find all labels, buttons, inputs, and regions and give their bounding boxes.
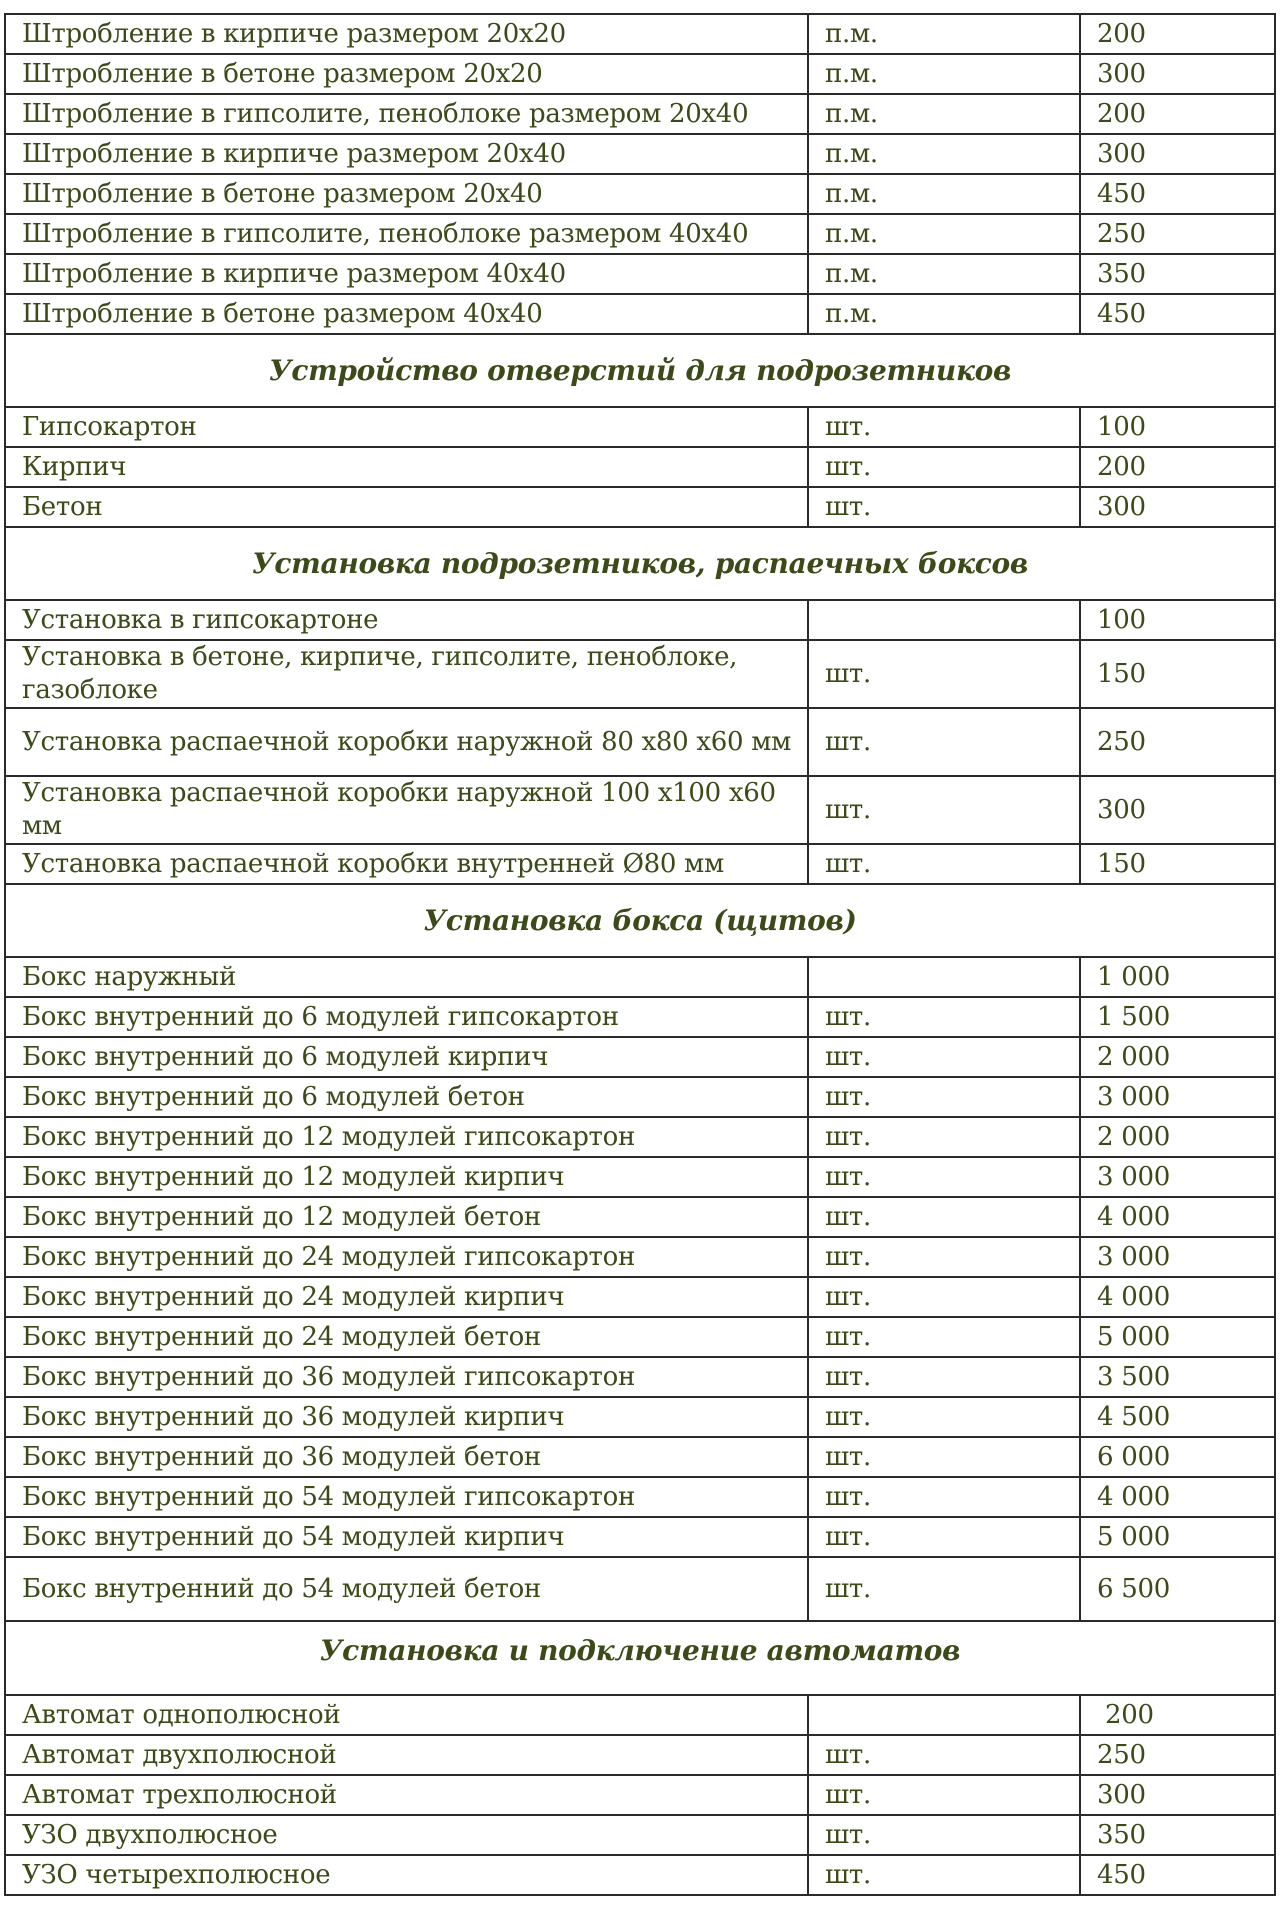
service-name: Установка распаечной коробки наружной 100 х100 х60 мм bbox=[5, 776, 808, 844]
table-row bbox=[5, 14, 1275, 54]
table-row bbox=[5, 1437, 1275, 1477]
service-name: Бокс внутренний до 36 модулей бетон bbox=[5, 1437, 808, 1477]
table-row bbox=[5, 844, 1275, 884]
section-header bbox=[5, 1621, 1275, 1695]
price: 150 bbox=[1080, 844, 1275, 884]
price: 3 000 bbox=[1080, 1157, 1275, 1197]
price-list bbox=[4, 13, 1274, 1896]
unit: шт. bbox=[808, 407, 1080, 447]
service-name: УЗО четырехполюсное bbox=[5, 1855, 808, 1895]
table-row bbox=[5, 1397, 1275, 1437]
table-row bbox=[5, 134, 1275, 174]
service-name: УЗО двухполюсное bbox=[5, 1815, 808, 1855]
unit: шт. bbox=[808, 1775, 1080, 1815]
price: 200 bbox=[1080, 14, 1275, 54]
price: 250 bbox=[1080, 214, 1275, 254]
table-row bbox=[5, 1695, 1275, 1735]
price: 100 bbox=[1080, 407, 1275, 447]
price: 450 bbox=[1080, 1855, 1275, 1895]
unit: п.м. bbox=[808, 294, 1080, 334]
price: 300 bbox=[1080, 134, 1275, 174]
price: 2 000 bbox=[1080, 1037, 1275, 1077]
unit: шт. bbox=[808, 1437, 1080, 1477]
table-row bbox=[5, 957, 1275, 997]
service-name: Штробление в бетоне размером 20х40 bbox=[5, 174, 808, 214]
unit: шт. bbox=[808, 1237, 1080, 1277]
unit bbox=[808, 957, 1080, 997]
unit: шт. bbox=[808, 1357, 1080, 1397]
price-table bbox=[4, 13, 1276, 1896]
price: 1 000 bbox=[1080, 957, 1275, 997]
price: 3 500 bbox=[1080, 1357, 1275, 1397]
unit: п.м. bbox=[808, 214, 1080, 254]
service-name: Бокс внутренний до 54 модулей гипсокартон bbox=[5, 1477, 808, 1517]
unit: шт. bbox=[808, 776, 1080, 844]
unit: шт. bbox=[808, 1517, 1080, 1557]
service-name: Бокс внутренний до 24 модулей кирпич bbox=[5, 1277, 808, 1317]
table-row bbox=[5, 254, 1275, 294]
unit: шт. bbox=[808, 1157, 1080, 1197]
price: 300 bbox=[1080, 487, 1275, 527]
table-row bbox=[5, 1237, 1275, 1277]
unit bbox=[808, 600, 1080, 640]
service-name: Бокс внутренний до 36 модулей гипсокартон bbox=[5, 1357, 808, 1397]
unit: п.м. bbox=[808, 174, 1080, 214]
table-row bbox=[5, 447, 1275, 487]
unit: шт. bbox=[808, 1477, 1080, 1517]
price: 3 000 bbox=[1080, 1237, 1275, 1277]
unit: п.м. bbox=[808, 94, 1080, 134]
table-row bbox=[5, 1517, 1275, 1557]
service-name: Автомат трехполюсной bbox=[5, 1775, 808, 1815]
service-name: Гипсокартон bbox=[5, 407, 808, 447]
table-row bbox=[5, 1775, 1275, 1815]
unit: шт. bbox=[808, 1317, 1080, 1357]
service-name: Бокс внутренний до 12 модулей кирпич bbox=[5, 1157, 808, 1197]
table-row bbox=[5, 1157, 1275, 1197]
price: 300 bbox=[1080, 54, 1275, 94]
table-row bbox=[5, 54, 1275, 94]
unit: шт. bbox=[808, 1397, 1080, 1437]
price: 1 500 bbox=[1080, 997, 1275, 1037]
service-name: Штробление в бетоне размером 20х20 bbox=[5, 54, 808, 94]
section-header bbox=[5, 884, 1275, 957]
service-name: Бокс внутренний до 6 модулей бетон bbox=[5, 1077, 808, 1117]
table-row bbox=[5, 997, 1275, 1037]
unit bbox=[808, 1695, 1080, 1735]
table-row bbox=[5, 1117, 1275, 1157]
service-name: Штробление в кирпиче размером 40х40 bbox=[5, 254, 808, 294]
unit: п.м. bbox=[808, 134, 1080, 174]
price: 300 bbox=[1080, 1775, 1275, 1815]
section-title: Установка и подключение автоматов bbox=[5, 1621, 1275, 1695]
unit: п.м. bbox=[808, 14, 1080, 54]
table-row bbox=[5, 1855, 1275, 1895]
service-name: Бокс внутренний до 12 модулей бетон bbox=[5, 1197, 808, 1237]
price: 250 bbox=[1080, 708, 1275, 776]
table-row bbox=[5, 600, 1275, 640]
table-row bbox=[5, 487, 1275, 527]
service-name: Бокс внутренний до 36 модулей кирпич bbox=[5, 1397, 808, 1437]
price: 300 bbox=[1080, 776, 1275, 844]
table-row bbox=[5, 1735, 1275, 1775]
unit: шт. bbox=[808, 1735, 1080, 1775]
service-name: Бокс внутренний до 6 модулей гипсокартон bbox=[5, 997, 808, 1037]
service-name: Бокс внутренний до 54 модулей кирпич bbox=[5, 1517, 808, 1557]
table-row bbox=[5, 1197, 1275, 1237]
unit: шт. bbox=[808, 1077, 1080, 1117]
unit: шт. bbox=[808, 1037, 1080, 1077]
table-row bbox=[5, 776, 1275, 844]
price: 4 500 bbox=[1080, 1397, 1275, 1437]
price: 6 000 bbox=[1080, 1437, 1275, 1477]
table-row bbox=[5, 294, 1275, 334]
unit: шт. bbox=[808, 447, 1080, 487]
service-name: Установка в гипсокартоне bbox=[5, 600, 808, 640]
price: 350 bbox=[1080, 254, 1275, 294]
service-name: Штробление в кирпиче размером 20х20 bbox=[5, 14, 808, 54]
service-name: Установка распаечной коробки наружной 80 х80 х60 мм bbox=[5, 708, 808, 776]
section-title: Установка подрозетников, распаечных боксов bbox=[5, 527, 1275, 600]
service-name: Автомат двухполюсной bbox=[5, 1735, 808, 1775]
unit: шт. bbox=[808, 1815, 1080, 1855]
unit: шт. bbox=[808, 640, 1080, 708]
price: 5 000 bbox=[1080, 1317, 1275, 1357]
unit: шт. bbox=[808, 1855, 1080, 1895]
service-name: Штробление в гипсолите, пеноблоке размером 20х40 bbox=[5, 94, 808, 134]
table-row bbox=[5, 1317, 1275, 1357]
unit: шт. bbox=[808, 997, 1080, 1037]
table-row bbox=[5, 174, 1275, 214]
service-name: Штробление в бетоне размером 40х40 bbox=[5, 294, 808, 334]
price: 2 000 bbox=[1080, 1117, 1275, 1157]
service-name: Бокс внутренний до 12 модулей гипсокартон bbox=[5, 1117, 808, 1157]
service-name: Штробление в гипсолите, пеноблоке размером 40х40 bbox=[5, 214, 808, 254]
service-name: Бокс внутренний до 24 модулей бетон bbox=[5, 1317, 808, 1357]
price: 200 bbox=[1080, 94, 1275, 134]
service-name: Штробление в кирпиче размером 20х40 bbox=[5, 134, 808, 174]
section-title: Устройство отверстий для подрозетников bbox=[5, 334, 1275, 407]
table-row bbox=[5, 1815, 1275, 1855]
service-name: Кирпич bbox=[5, 447, 808, 487]
price: 4 000 bbox=[1080, 1197, 1275, 1237]
unit: п.м. bbox=[808, 54, 1080, 94]
price: 200 bbox=[1080, 1695, 1275, 1735]
table-row bbox=[5, 1077, 1275, 1117]
table-row bbox=[5, 1557, 1275, 1621]
price: 100 bbox=[1080, 600, 1275, 640]
price: 4 000 bbox=[1080, 1277, 1275, 1317]
price: 450 bbox=[1080, 294, 1275, 334]
service-name: Установка в бетоне, кирпиче, гипсолите, пеноблоке, газоблоке bbox=[5, 640, 808, 708]
service-name: Бокс внутренний до 54 модулей бетон bbox=[5, 1557, 808, 1621]
price: 5 000 bbox=[1080, 1517, 1275, 1557]
unit: шт. bbox=[808, 1277, 1080, 1317]
unit: шт. bbox=[808, 1557, 1080, 1621]
section-header bbox=[5, 527, 1275, 600]
section-header bbox=[5, 334, 1275, 407]
service-name: Бокс наружный bbox=[5, 957, 808, 997]
unit: шт. bbox=[808, 708, 1080, 776]
unit: шт. bbox=[808, 1117, 1080, 1157]
price: 350 bbox=[1080, 1815, 1275, 1855]
service-name: Бокс внутренний до 6 модулей кирпич bbox=[5, 1037, 808, 1077]
service-name: Установка распаечной коробки внутренней Ø80 мм bbox=[5, 844, 808, 884]
service-name: Бокс внутренний до 24 модулей гипсокартон bbox=[5, 1237, 808, 1277]
unit: шт. bbox=[808, 1197, 1080, 1237]
price: 4 000 bbox=[1080, 1477, 1275, 1517]
unit: шт. bbox=[808, 844, 1080, 884]
price: 200 bbox=[1080, 447, 1275, 487]
unit: п.м. bbox=[808, 254, 1080, 294]
table-row bbox=[5, 94, 1275, 134]
table-row bbox=[5, 407, 1275, 447]
table-row bbox=[5, 640, 1275, 708]
service-name: Автомат однополюсной bbox=[5, 1695, 808, 1735]
price: 6 500 bbox=[1080, 1557, 1275, 1621]
unit: шт. bbox=[808, 487, 1080, 527]
price: 3 000 bbox=[1080, 1077, 1275, 1117]
table-row bbox=[5, 1477, 1275, 1517]
price: 150 bbox=[1080, 640, 1275, 708]
table-row bbox=[5, 1277, 1275, 1317]
table-row bbox=[5, 1357, 1275, 1397]
table-row bbox=[5, 214, 1275, 254]
service-name: Бетон bbox=[5, 487, 808, 527]
price: 450 bbox=[1080, 174, 1275, 214]
price: 250 bbox=[1080, 1735, 1275, 1775]
table-row bbox=[5, 708, 1275, 776]
section-title: Установка бокса (щитов) bbox=[5, 884, 1275, 957]
table-row bbox=[5, 1037, 1275, 1077]
